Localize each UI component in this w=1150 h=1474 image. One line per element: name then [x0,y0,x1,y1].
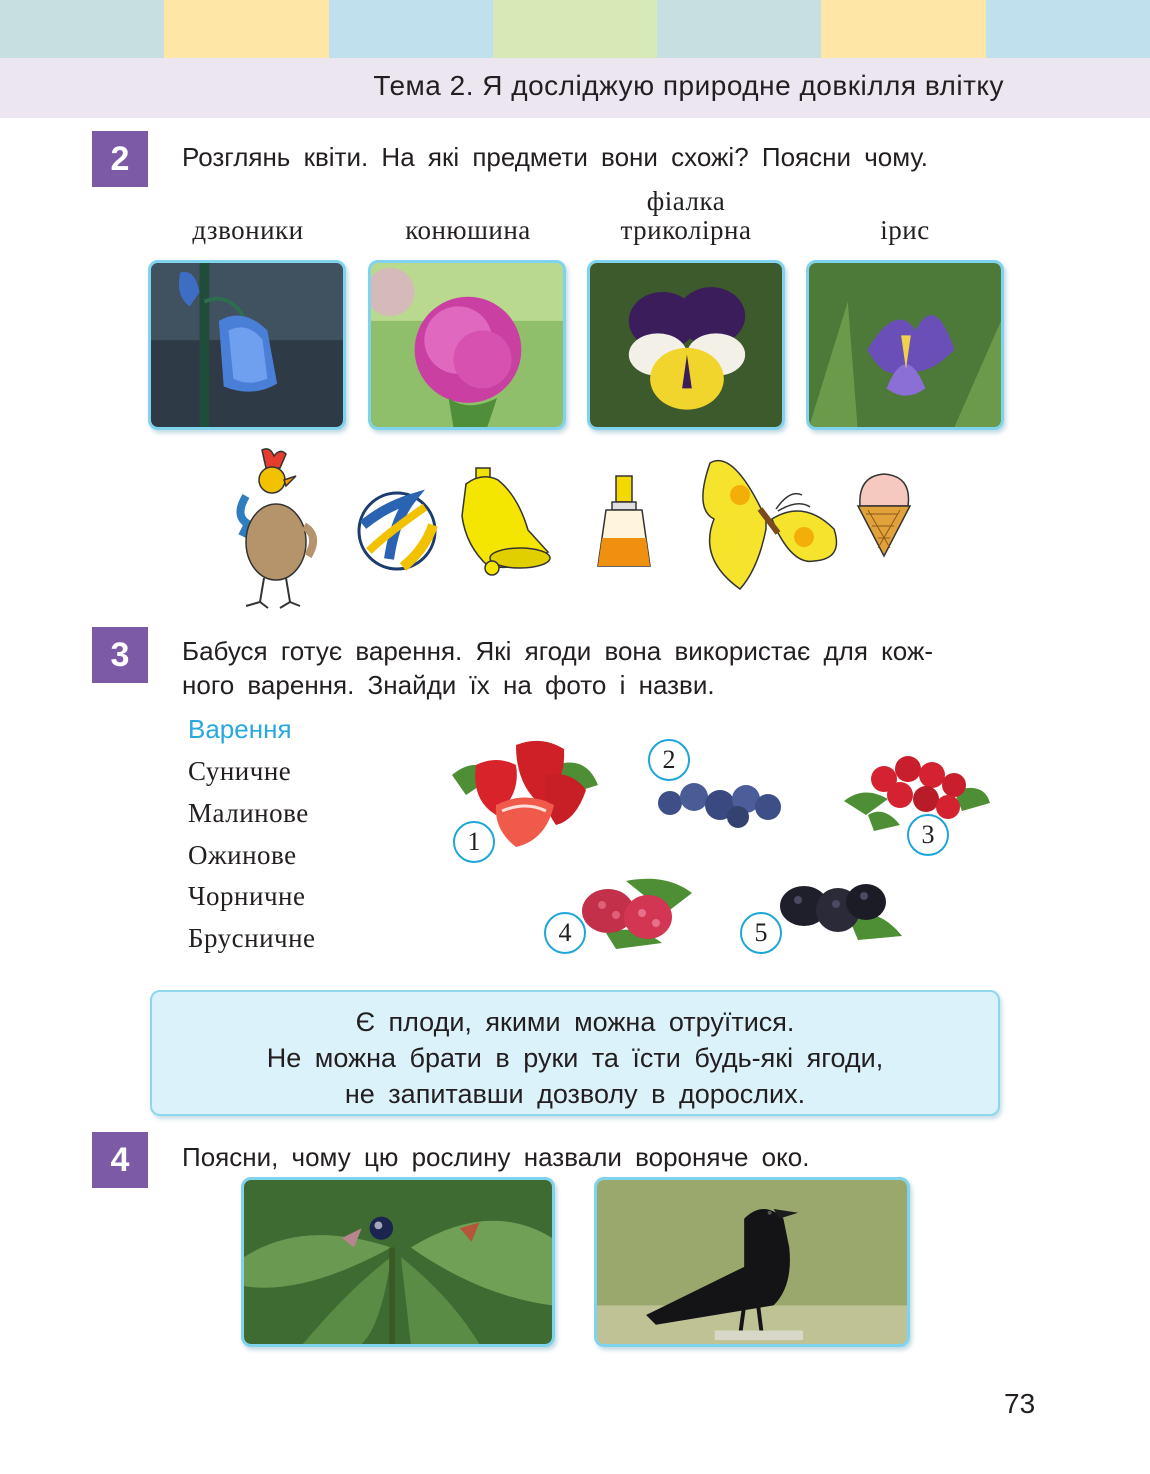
berry-number-3: 3 [907,814,949,856]
task-3-text-line: Бабуся готує варення. Які ягоди вона використає для кож- [182,636,934,666]
task-3-number: 3 [92,627,148,683]
header-stripe [821,0,985,58]
blackberries-image [778,876,902,942]
flower-label-line: ірис [880,215,930,245]
bluebell-photo [148,260,346,430]
perfume-bottle-icon [596,474,652,572]
bell-icon [452,466,560,578]
rooster-icon [224,446,330,614]
header-stripe [164,0,328,58]
warning-line: Не можна брати в руки та їсти будь-які ягоди, [266,1043,884,1073]
flower-label-pansy [596,187,776,245]
pansy-photo [587,260,785,430]
ball-icon [355,489,439,573]
herb-paris-photo [241,1177,555,1347]
task-4-number: 4 [92,1132,148,1188]
flower-label-line: конюшина [405,215,531,245]
jam-item: Ожинове [188,840,297,870]
berry-number-2: 2 [648,739,690,781]
crow-photo [594,1177,910,1347]
task-4-text: Поясни, чому цю рослину назвали вороняче око. [182,1142,810,1172]
butterfly-icon [694,449,844,597]
task-3-text [182,634,1002,702]
flower-label-iris [840,216,970,245]
jam-item: Малинове [188,798,309,828]
warning-line: не запитавши дозволу в дорослих. [344,1079,806,1109]
berry-number-5: 5 [740,912,782,954]
task-2-number: 2 [92,131,148,187]
header-color-stripes [0,0,1150,58]
header-stripe [986,0,1150,58]
jam-item: Чорничне [188,881,306,911]
jam-item: Суничне [188,756,292,786]
page-number: 73 [1004,1388,1036,1419]
header-stripe [0,0,164,58]
clover-photo [368,260,566,430]
header-stripe [657,0,821,58]
flower-label-line: фіалка [646,186,726,216]
header-stripe [493,0,657,58]
berry-number-4: 4 [544,912,586,954]
poison-warning-box [150,990,1000,1116]
task-2-text: Розглянь квіти. На які предмети вони схожі? Поясни чому. [182,142,929,172]
jam-heading: Варення [188,714,292,744]
berry-number-1: 1 [453,821,495,863]
topic-bar [0,58,1150,118]
warning-line: Є плоди, якими можна отруїтися. [355,1007,795,1037]
flower-label-line: дзвоники [192,215,304,245]
blueberries-image [654,775,794,830]
flower-label-bluebell [168,216,328,245]
task-3-text-line: ного варення. Знайди їх на фото і назви. [182,670,715,700]
topic-title: Тема 2. Я досліджую природне довкілля влітку [373,70,1004,101]
flower-label-clover [384,216,552,245]
jam-item: Брусничне [188,923,316,953]
header-stripe [329,0,493,58]
flower-label-line: триколірна [620,215,752,245]
iris-photo [806,260,1004,430]
ice-cream-icon [854,470,914,558]
